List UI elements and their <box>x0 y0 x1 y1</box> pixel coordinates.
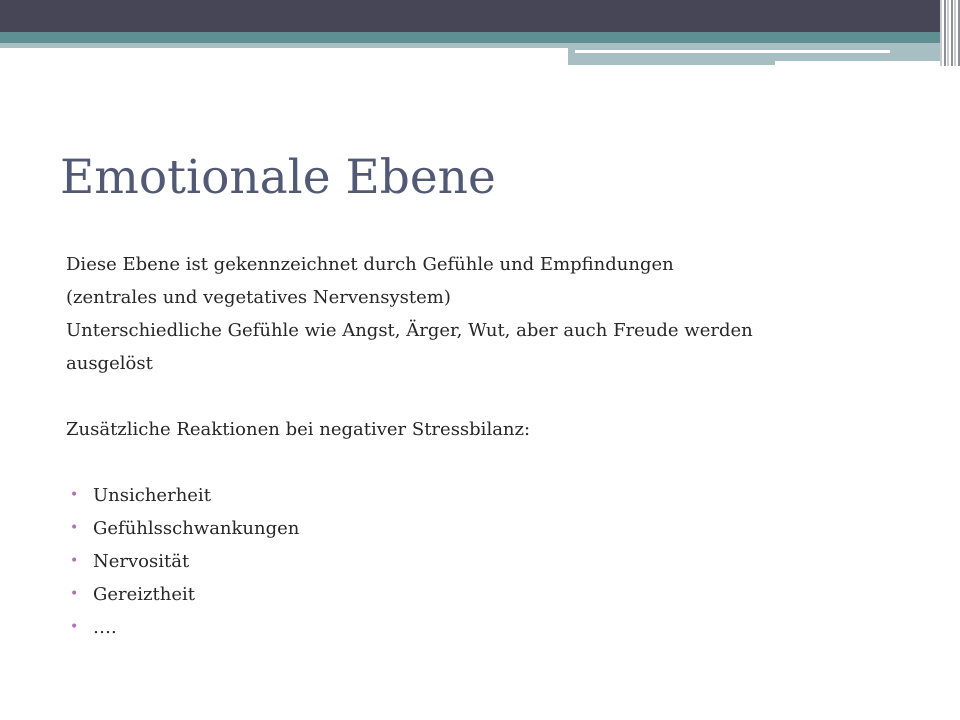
header-edge-stripes <box>940 0 960 66</box>
list-item-text: Gereiztheit <box>93 584 195 605</box>
spacer <box>66 380 906 413</box>
list-item-text: …. <box>93 617 117 638</box>
body-line-1: Diese Ebene ist gekennzeichnet durch Gefühle und Empfindungen <box>66 254 674 275</box>
header-accent-line-2 <box>775 61 940 65</box>
header-band-light-left <box>0 43 568 48</box>
bullet-icon: • <box>70 619 79 635</box>
body-line-4: ausgelöst <box>66 353 153 374</box>
body-line-3: Unterschiedliche Gefühle wie Angst, Ärger, Wut, aber auch Freude werden <box>66 320 753 341</box>
header-accent-line <box>575 50 890 53</box>
subheading: Zusätzliche Reaktionen bei negativer Stressbilanz: <box>66 419 531 440</box>
bullet-list <box>66 479 906 644</box>
bullet-icon: • <box>70 553 79 569</box>
list-item <box>66 611 906 644</box>
header-band-teal <box>0 32 940 43</box>
list-item-text: Unsicherheit <box>93 485 211 506</box>
bullet-icon: • <box>70 520 79 536</box>
list-item-text: Nervosität <box>93 551 190 572</box>
slide-title: Emotionale Ebene <box>60 150 496 205</box>
list-item-text: Gefühlsschwankungen <box>93 518 300 539</box>
list-item <box>66 479 906 512</box>
bullet-icon: • <box>70 586 79 602</box>
list-item <box>66 578 906 611</box>
header-band-dark <box>0 0 960 32</box>
body-line-2: (zentrales und vegetatives Nervensystem) <box>66 287 451 308</box>
slide-body <box>66 248 906 644</box>
bullet-icon: • <box>70 487 79 503</box>
list-item <box>66 512 906 545</box>
spacer <box>66 446 906 479</box>
list-item <box>66 545 906 578</box>
